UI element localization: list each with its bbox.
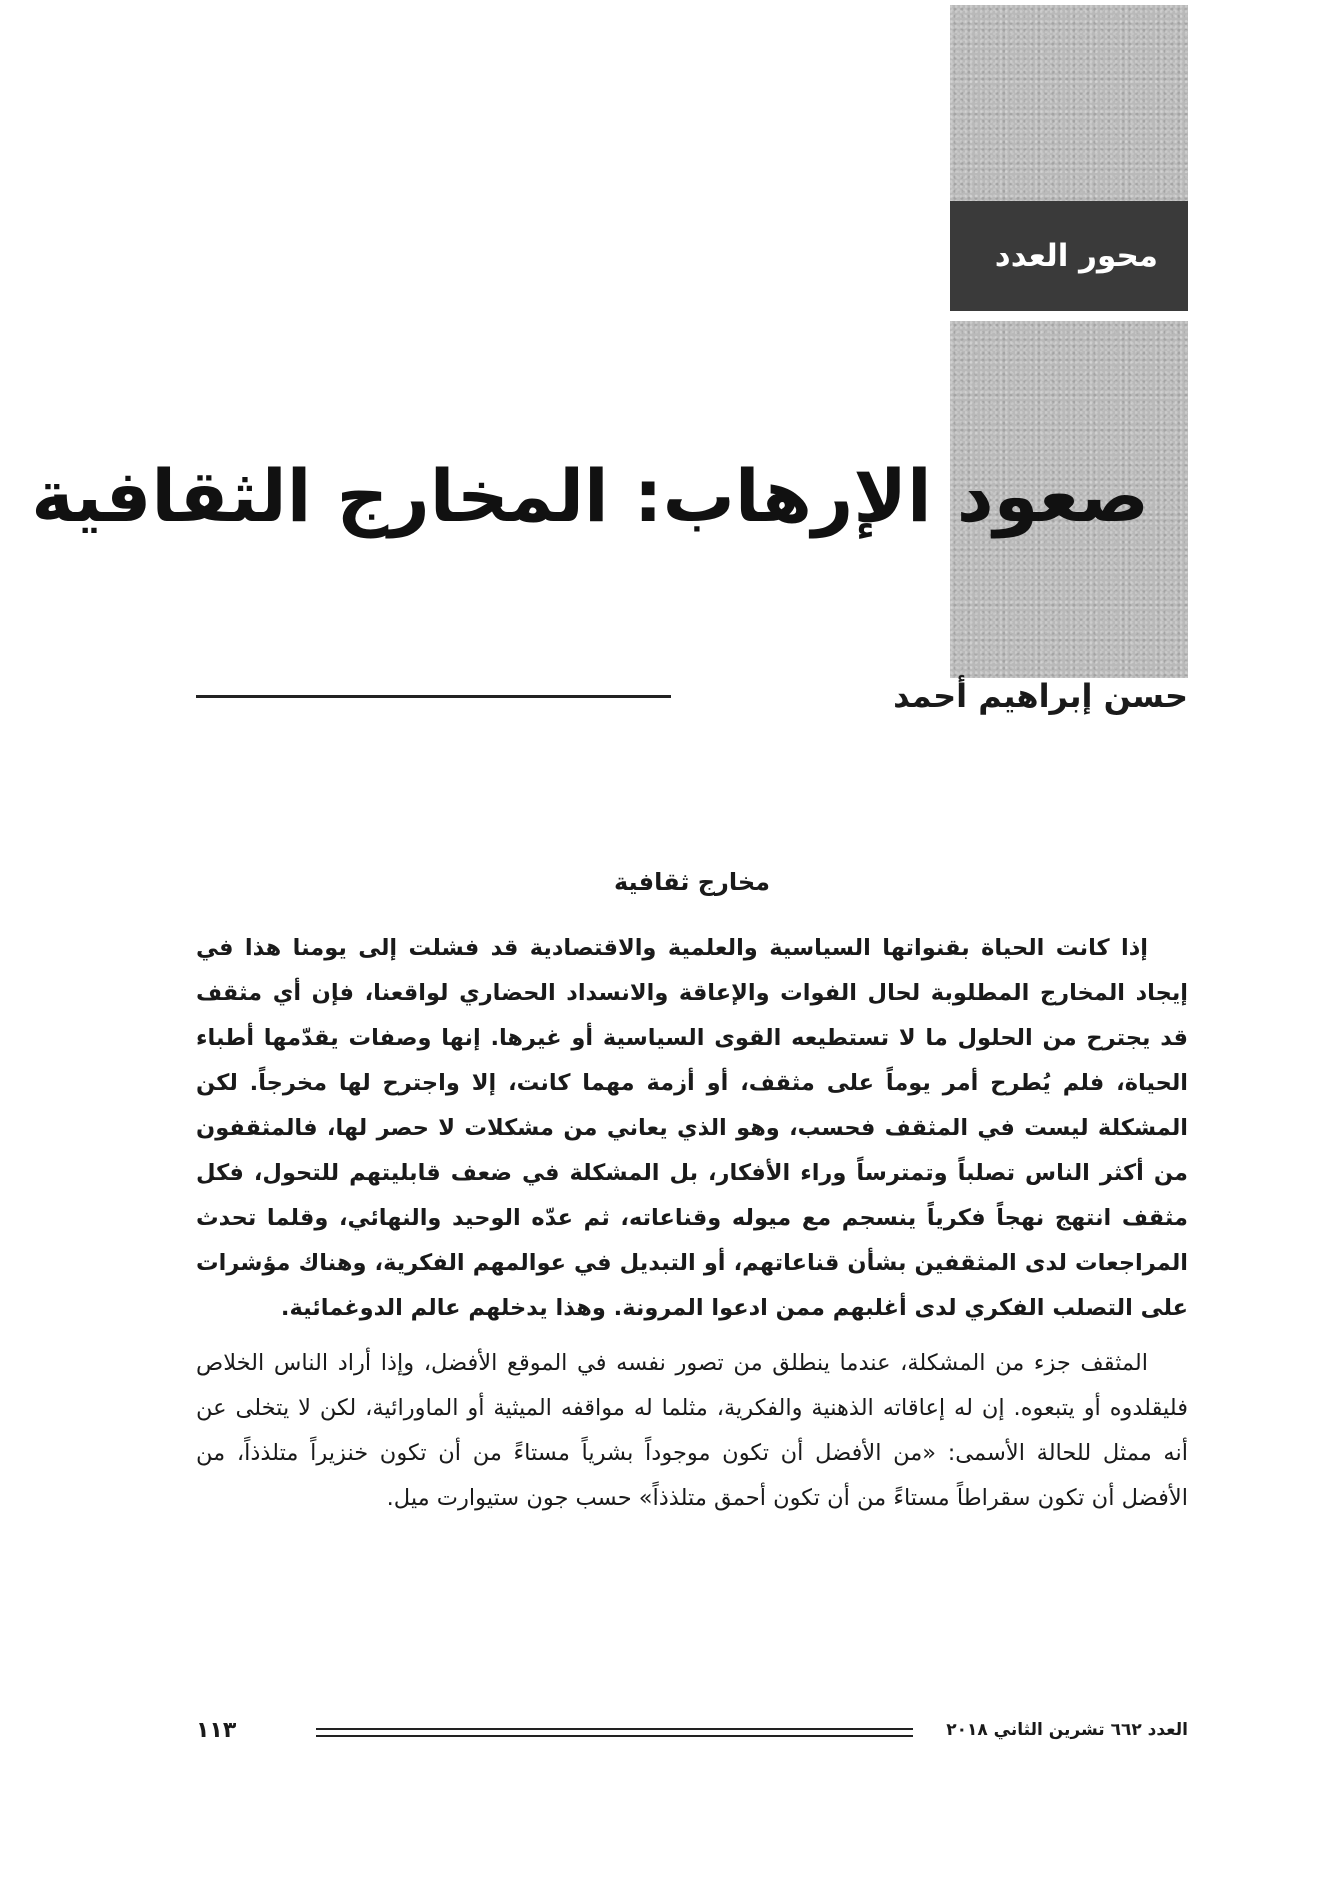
decorative-gray-block-top bbox=[950, 5, 1188, 201]
section-label: محور العدد bbox=[950, 201, 1188, 311]
article-title: صعود الإرهاب: المخارج الثقافية bbox=[31, 454, 1149, 538]
page-number: ١١٣ bbox=[196, 1718, 237, 1743]
author-name: حسن إبراهيم أحمد bbox=[893, 677, 1188, 715]
author-row bbox=[196, 675, 1188, 719]
author-divider bbox=[196, 695, 671, 698]
issue-info: العدد ٦٦٢ تشرين الثاني ٢٠١٨ bbox=[946, 1720, 1188, 1740]
article-body bbox=[196, 926, 1188, 1521]
footer-rule bbox=[316, 1728, 913, 1737]
section-subheading: مخارج ثقافية bbox=[614, 868, 770, 896]
paragraph: المثقف جزء من المشكلة، عندما ينطلق من تصور نفسه في الموقع الأفضل، وإذا أراد الناس الخلاص فليقلدوه أو يتبعوه. إن له إعاقاته الذهنية والفكرية، مثلما له مواقفه الميثية أو الماورائية، لكن لا يتخلى عن أنه ممثل للحالة الأسمى: «من الأفضل أن تكون موجوداً بشرياً مستاءً من أن تكون خنزيراً متلذذاً، من الأفضل أن تكون سقراطاً مستاءً من أن تكون أحمق متلذذاً» حسب جون ستيوارت ميل. bbox=[196, 1350, 1188, 1511]
page-footer bbox=[196, 1720, 1188, 1760]
paragraph: إذا كانت الحياة بقنواتها السياسية والعلمية والاقتصادية قد فشلت إلى يومنا هذا في إيجاد المخارج المطلوبة لحال الفوات والإعاقة والانسداد الحضاري لواقعنا، فإن أي مثقف قد يجترح من الحلول ما لا تستطيعه القوى السياسية أو غيرها. إنها وصفات يقدّمها أطباء الحياة، فلم يُطرح أمر يوماً على مثقف، أو أزمة مهما كانت، إلا واجترح لها مخرجاً. لكن المشكلة ليست في المثقف فحسب، وهو الذي يعاني من مشكلات لا حصر لها، فالمثقفون من أكثر الناس تصلباً وتمترساً وراء الأفكار، بل المشكلة في ضعف قابليتهم للتحول، فكل مثقف انتهج نهجاً فكرياً ينسجم مع ميوله وقناعاته، ثم عدّه الوحيد والنهائي، وقلما تحدث المراجعات لدى المثقفين بشأن قناعاتهم، أو التبديل في عوالمهم الفكرية، وهناك مؤشرات على التصلب الفكري لدى أغلبهم ممن ادعوا المرونة. وهذا يدخلهم عالم الدوغمائية. bbox=[196, 935, 1188, 1321]
